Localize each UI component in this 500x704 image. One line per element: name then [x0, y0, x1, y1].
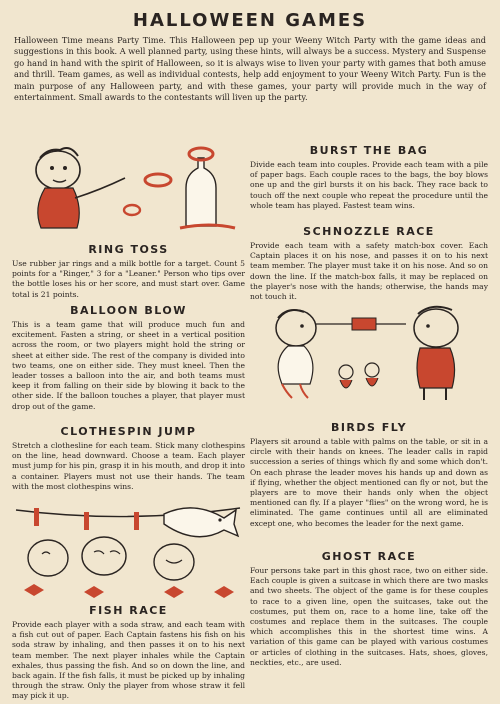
page-title: HALLOWEEN GAMES: [132, 10, 368, 31]
ghost-race-heading: GHOST RACE: [321, 550, 417, 563]
schnozzle-race-heading: SCHNOZZLE RACE: [303, 225, 435, 238]
ghost-race-text: Four persons take part in this ghost race, two on either side. Each couple is given a suitcase in which there are two masks and two sheets. The object of the game is for these couples to race to a given line, open the suitcases, take out the costumes, put them on, race to a home line, take off the costumes and replace them in the suitcases. The couple which accomplishes this in the shortest time wins. A variation of this game can be played with various costumes or articles of clothing in the suitcases. Hats, shoes, gloves, neckties, etc., are used.: [250, 566, 488, 667]
burst-the-bag-text: Divide each team into couples. Provide each team with a pile of paper bags. Each couple races to the bags, the boy blows one up and the girl bursts it on his back. They race back to touch off the next couple who repeat the procedure until the whole team has played. Fastest team wins.: [250, 160, 488, 210]
clothespin-jump-heading: CLOTHESPIN JUMP: [60, 425, 197, 438]
left-column: [12, 138, 245, 701]
intro-paragraph: Halloween Time means Party Time. This Halloween pep up your Weeny Witch Party with the game ideas and suggestions in this book. A well planned party, using these hints, will always be a success. Mystery and Suspense go hand in hand with the spirit of Halloween, so it is always wise to liven your party with games that both amuse and thrill. Team games, as well as individual contests, help add enjoyment to your Weeny Witch Party. Fun is the main purpose of any Halloween party, and with these games, your party will provide much in the way of entertainment. Small awards to the contestants will liven up the party.: [14, 35, 486, 103]
ring-toss-heading: RING TOSS: [88, 243, 169, 256]
ring-toss-illustration: [20, 140, 240, 232]
clothespin-jump-text: Stretch a clothesline for each team. Stick many clothespins on the line, head downward. Choose a team. Each player must jump for his pin, grasp it in his mouth, and drop it into a container. Players must not use their hands. The team with the most clothespins wins.: [12, 441, 245, 491]
fish-race-text: Provide each player with a soda straw, and each team with a fish cut out of paper. Each Captain fastens his fish on his soda straw by inhaling, and then passes it on to his next team member. The next player inhales while the Captain exhales, thus passing the fish. And so on down the line, and back again. If the fish falls, it must be picked up by inhaling through the straw. Only the player from whose straw it fell may pick it up.: [12, 620, 245, 701]
birds-fly-text: Players sit around a table with palms on the table, or sit in a circle with their hands on knees. The leader calls in rapid succession a series of things which fly and some which don't. On each phrase the leader moves his hands up and down as if flying, whether the object mentioned can fly or not, but the players are to move their hands only when the object mentioned can fly. If a player "flies" on the wrong word, he is eliminated. The game continues until all are eliminated except one, who becomes the leader for the next game.: [250, 437, 488, 528]
games-columns: [12, 138, 488, 701]
ring-toss-text: Use rubber jar rings and a milk bottle for a target. Count 5 points for a "Ringer," 3 for a "Leaner." Person who tips over the bottle loses his or her score, and must start over. Game total is 21 points.: [12, 259, 245, 299]
schnozzle-race-text: Provide each team with a safety match-box cover. Each Captain places it on his nose, and passes it on to his next team member. The player must take it on his nose. And so on down the line. If the match-box falls, it may be replaced on the player's nose with the hands; otherwise, the hands may not touch it.: [250, 241, 488, 302]
birds-fly-heading: BIRDS FLY: [330, 421, 408, 434]
balloon-blow-heading: BALLOON BLOW: [70, 304, 187, 317]
fish-race-illustration: [14, 498, 242, 598]
burst-the-bag-heading: BURST THE BAG: [309, 144, 429, 157]
balloon-blow-text: This is a team game that will produce much fun and excitement. Fasten a string, or sheet in a vertical position across the room, or two players might hold the string or sheet at either side. The rest of the company is divided into two teams, one on either side. They must kneel. Then the leader tosses a balloon into the air, and both teams must keep it from falling on their side by blowing it back to the other side. If the balloon touches a player, that player must drop out of the game.: [12, 320, 245, 411]
schnozzle-race-illustration: [260, 298, 482, 402]
right-column: [250, 138, 488, 698]
fish-race-heading: FISH RACE: [89, 604, 168, 617]
